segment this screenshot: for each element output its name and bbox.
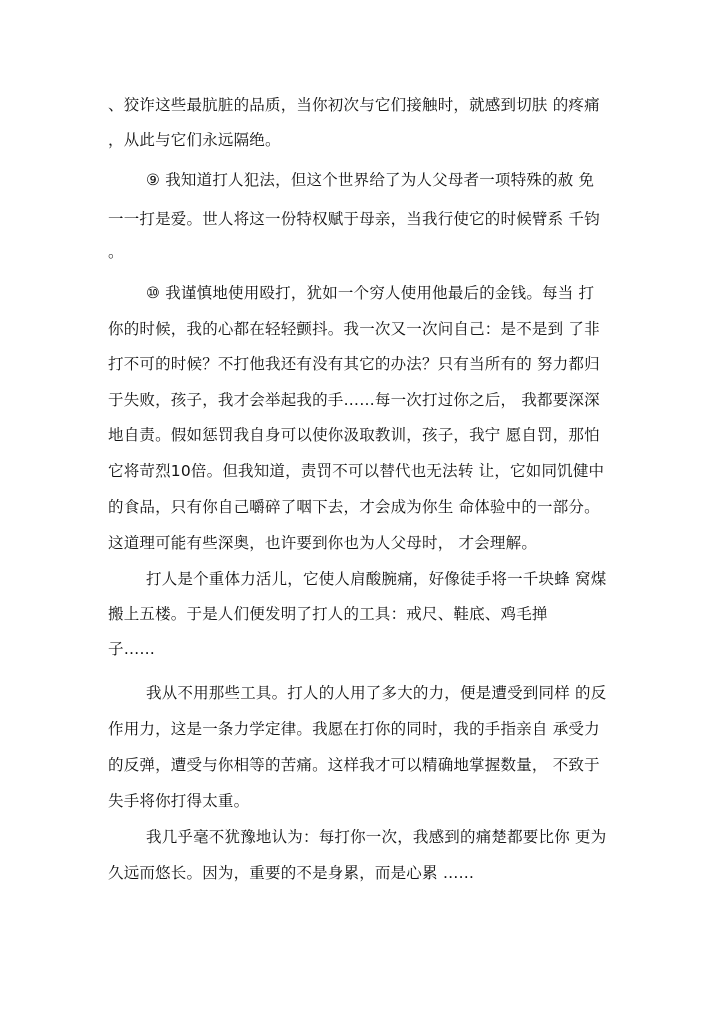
text-line: 的食品，只有你自己嚼碎了咽下去，才会成为你生 命体验中的一部分。 bbox=[108, 498, 600, 516]
text-line: 的反弹，遭受与你相等的苦痛。这样我才可以精确地掌握数量， 不致于 bbox=[108, 756, 600, 774]
text-line: 失手将你打得太重。 bbox=[108, 792, 250, 810]
text-line: 。 bbox=[108, 243, 124, 261]
text-line: ，从此与它们永远隔绝。 bbox=[108, 131, 281, 149]
text-line: 子…… bbox=[108, 640, 156, 658]
text-line: 这道理可能有些深奥，也许要到你也为人父母时， 才会理解。 bbox=[108, 534, 538, 552]
text-line: 一一打是爱。世人将这一份特权赋于母亲，当我行使它的时候臂系 千钧 bbox=[108, 210, 600, 228]
text-line: 久远而悠长。因为，重要的不是身累，而是心累 …… bbox=[108, 864, 475, 882]
text-line: 打不可的时候？不打他我还有没有其它的办法？只有当所有的 努力都归 bbox=[108, 355, 600, 373]
paragraph-9-start: ⑨ 我知道打人犯法，但这个世界给了为人父母者一项特殊的赦 免 bbox=[146, 171, 595, 189]
text-line: 搬上五楼。于是人们便发明了打人的工具：戒尺、鞋底、鸡毛掸 bbox=[108, 605, 548, 623]
paragraph-start: 我从不用那些工具。打人的人用了多大的力，便是遭受到同样 的反 bbox=[146, 684, 607, 702]
text-line: 地自责。假如惩罚我自身可以使你汲取教训，孩子，我宁 愿自罚，那怕 bbox=[108, 426, 600, 444]
text-line: 于失败，孩子，我才会举起我的手……每一次打过你之后， 我都要深深 bbox=[108, 391, 600, 409]
text-line: 作用力，这是一条力学定律。我愿在打你的同时，我的手指亲自 承受力 bbox=[108, 720, 600, 738]
text-line: 你的时候，我的心都在轻轻颤抖。我一次又一次问自己：是不是到 了非 bbox=[108, 320, 600, 338]
paragraph-10-start: ⑩ 我谨慎地使用殴打，犹如一个穷人使用他最后的金钱。每当 打 bbox=[146, 284, 595, 302]
text-line: 它将苛烈10倍。但我知道，责罚不可以替代也无法转 让，它如同饥健中 bbox=[108, 462, 605, 480]
paragraph-start: 打人是个重体力活儿，它使人肩酸腕痛，好像徒手将一千块蜂 窝煤 bbox=[146, 570, 607, 588]
paragraph-start: 我几乎毫不犹豫地认为：每打你一次，我感到的痛楚都要比你 更为 bbox=[146, 828, 607, 846]
text-line: 、狡诈这些最肮脏的品质，当你初次与它们接触时，就感到切肤 的疼痛 bbox=[108, 96, 600, 114]
